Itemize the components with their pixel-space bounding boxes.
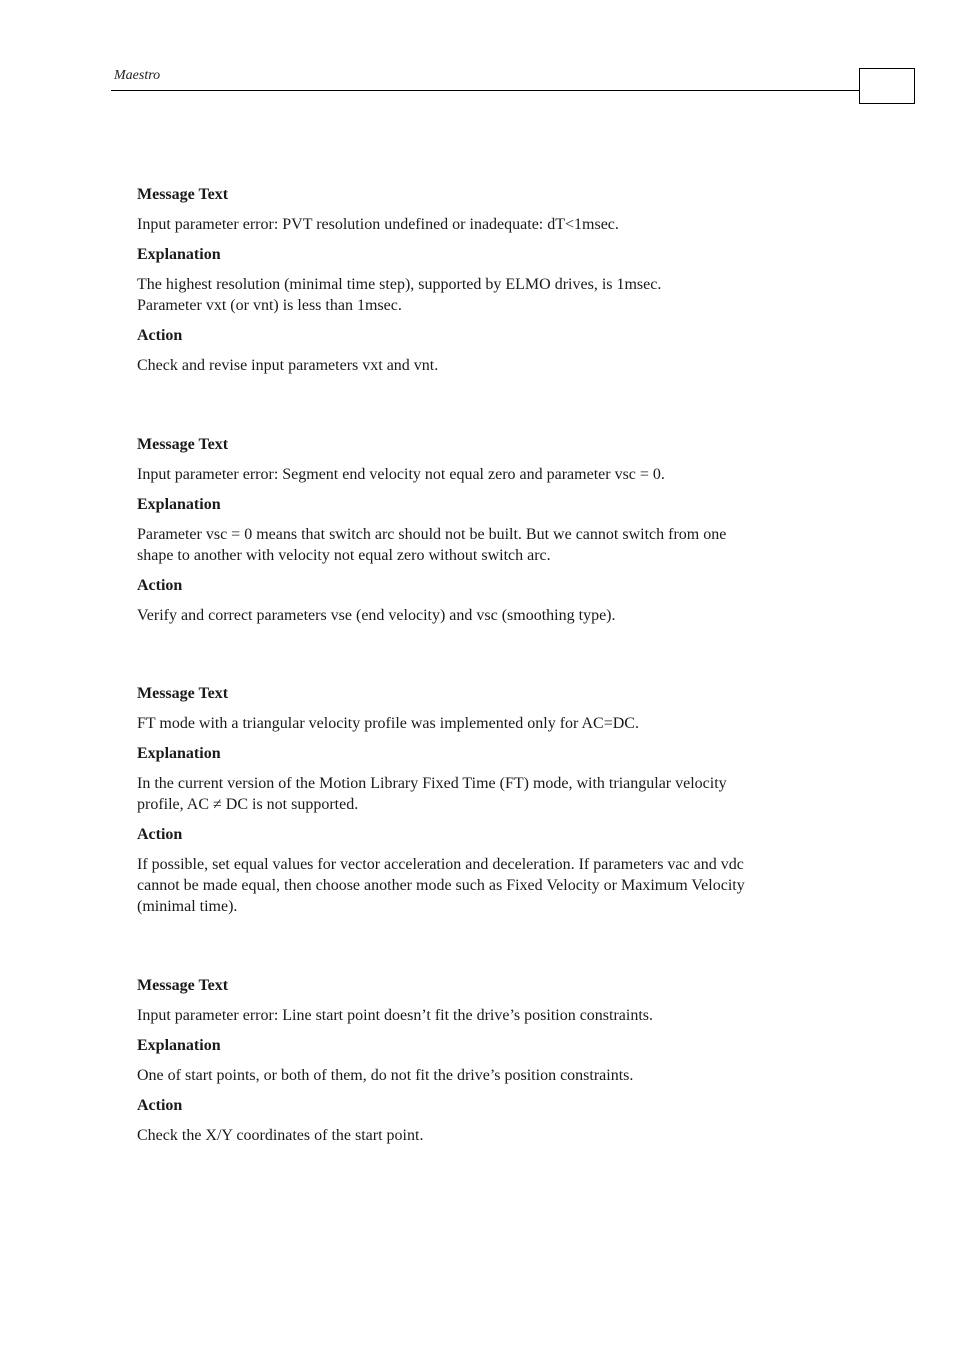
explanation-line: Parameter vsc = 0 means that switch arc should not be built. But we cannot switch from one [137,526,727,543]
message-text: FT mode with a triangular velocity profile was implemented only for AC=DC. [137,715,639,732]
message-text: Input parameter error: Line start point doesn’t fit the drive’s position constraints. [137,1007,654,1024]
error-section [137,184,852,376]
action-line: Check the X/Y coordinates of the start point. [137,1127,424,1144]
explanation-label: Explanation [137,1037,221,1054]
error-section [137,434,852,626]
action-line: (minimal time). [137,898,238,915]
message-text: Input parameter error: Segment end velocity not equal zero and parameter vsc = 0. [137,466,665,483]
explanation-line: One of start points, or both of them, do not fit the drive’s position constraints. [137,1067,634,1084]
action-label: Action [137,1097,183,1114]
action-label: Action [137,577,183,594]
message-text: Input parameter error: PVT resolution undefined or inadequate: dT<1msec. [137,216,619,233]
action-line: Verify and correct parameters vse (end velocity) and vsc (smoothing type). [137,607,616,624]
explanation-label: Explanation [137,745,221,762]
action-line: Check and revise input parameters vxt and vnt. [137,357,439,374]
action-label: Action [137,327,183,344]
message-text-label: Message Text [137,685,229,702]
error-section [137,975,852,1146]
explanation-line: The highest resolution (minimal time step), supported by ELMO drives, is 1msec. [137,276,662,293]
explanation-line: shape to another with velocity not equal zero without switch arc. [137,547,551,564]
running-header-title: Maestro [114,68,161,83]
header-rule [111,90,860,91]
message-text-label: Message Text [137,436,229,453]
action-line: If possible, set equal values for vector acceleration and deceleration. If parameters vac and vdc [137,856,744,873]
explanation-line: Parameter vxt (or vnt) is less than 1msec. [137,297,402,314]
error-section [137,683,852,917]
explanation-label: Explanation [137,246,221,263]
explanation-line: profile, AC ≠ DC is not supported. [137,796,359,813]
explanation-line: In the current version of the Motion Library Fixed Time (FT) mode, with triangular velocity [137,775,727,792]
message-text-label: Message Text [137,977,229,994]
explanation-label: Explanation [137,496,221,513]
action-line: cannot be made equal, then choose another mode such as Fixed Velocity or Maximum Velocity [137,877,745,894]
page-number-box [859,68,915,104]
message-text-label: Message Text [137,186,229,203]
action-label: Action [137,826,183,843]
